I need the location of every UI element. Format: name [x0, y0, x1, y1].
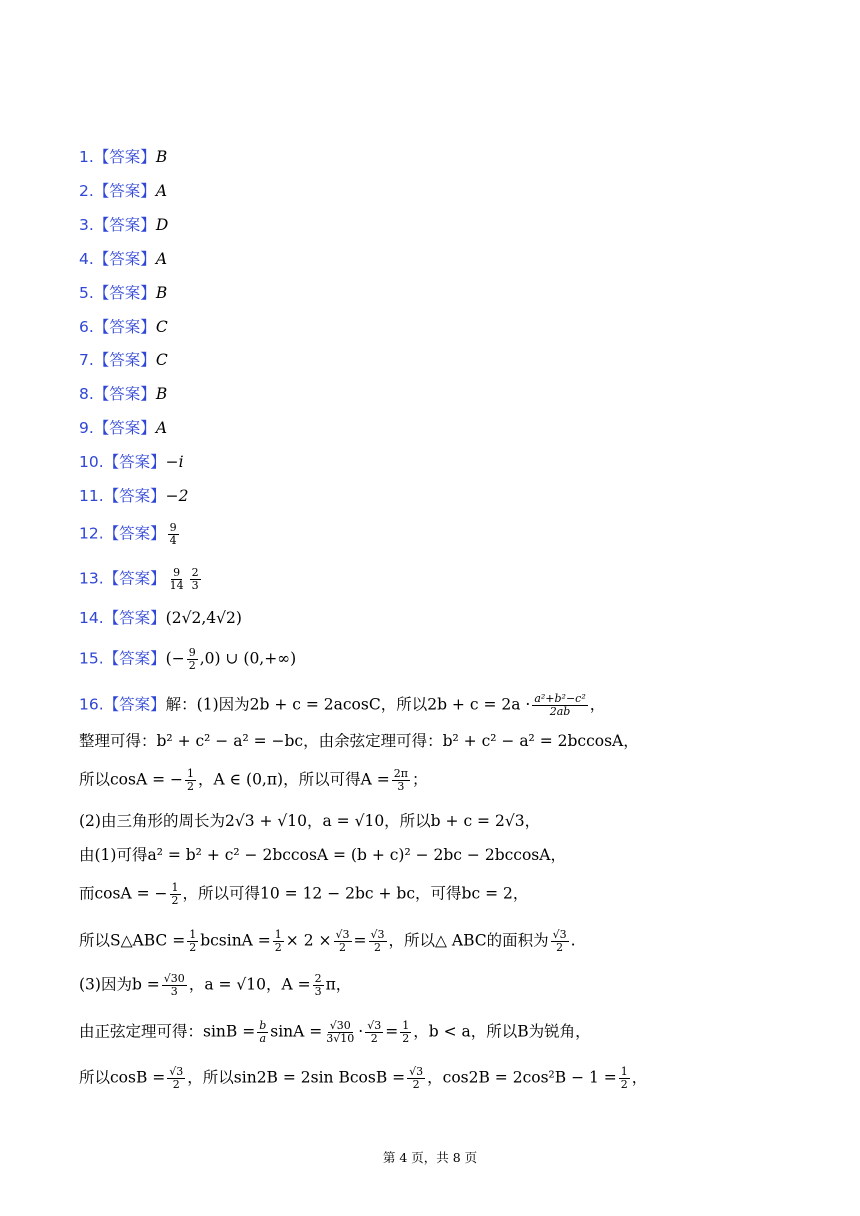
answer-value: −2 — [165, 487, 189, 505]
answer-number: 6. — [79, 318, 94, 336]
solution-16-line-1: 16.【答案】解：(1)因为2b + c = 2acosC，所以2b + c = 2a · $\frac{\text{a²+b²−c²}}{2ab}$ ， — [79, 692, 606, 718]
answer-value: (2√2,4√2) — [165, 609, 242, 627]
answer-value: B — [155, 385, 168, 403]
answer-tag: 【答案】 — [93, 419, 156, 437]
answer-14 — [79, 608, 242, 628]
answer-line — [79, 317, 168, 337]
solution-16-line-5: 由(1)可得a² = b² + c² − 2bccosA = (b + c)² − 2bc − 2bccosA， — [79, 846, 566, 864]
solution-16-line-10: 所以cosB = $\frac{√3}{2}$ ，所以sin2B = 2sin BcosB = $\frac{√3}{2}$ ，cos2B = 2cos²B − 1 = $\frac{1}{2}$ ， — [79, 1065, 648, 1091]
answer-tag: 【答案】 — [93, 385, 156, 403]
fraction: $\frac{9}{4}$ — [169, 521, 177, 547]
fraction: $\frac{\text{a²+b²−c²}}{2ab}$ — [534, 692, 586, 718]
answer-line — [79, 283, 167, 303]
answer-number: 14. — [79, 609, 104, 627]
answer-tag: 【答案】 — [93, 182, 156, 200]
answer-value: A — [155, 182, 168, 200]
solution-16-line-4: (2)由三角形的周长为2√3 + √10，a = √10，所以b + c = 2√3， — [79, 812, 541, 830]
answer-number: 8. — [79, 385, 94, 403]
answer-tag: 【答案】 — [103, 524, 166, 543]
answer-tag: 【答案】 — [103, 695, 166, 714]
answer-number: 2. — [79, 182, 94, 200]
answer-tag: 【答案】 — [93, 318, 156, 336]
solution-16-line-9: 由正弦定理可得：sinB = $\frac{b}{a}$ sinA = $\frac{√30}{3√10}$ · $\frac{√3}{2}$ = $\frac{1}{2}$ ，b < a，所以B为锐角， — [79, 1019, 591, 1045]
answer-value: C — [155, 351, 168, 369]
answer-line — [79, 147, 167, 167]
solution-16-line-3: 所以cosA = − $\frac{1}{2}$ ，A ∈ (0,π)，所以可得A = $\frac{2\pi}{3}$ ； — [79, 767, 428, 793]
answer-line — [79, 486, 189, 506]
answer-tag: 【答案】 — [103, 569, 166, 588]
answer-line — [79, 384, 167, 404]
answer-number: 3. — [79, 216, 94, 234]
solution-16-line-7: 所以S△ABC = $\frac{1}{2}$ bcsinA = $\frac{1}{2}$ × 2 × $\frac{√3}{2}$ = $\frac{√3}{2}$ ，所以△ ABC的面积为 $\frac{√3}{2}$ . — [79, 928, 576, 954]
answer-line — [79, 249, 167, 269]
solution-16-line-6: 而cosA = − $\frac{1}{2}$ ，所以可得10 = 12 − 2bc + bc，可得bc = 2， — [79, 881, 529, 907]
answer-tag: 【答案】 — [93, 216, 156, 234]
answer-line — [79, 418, 167, 438]
answer-value: B — [155, 284, 168, 302]
answer-value: D — [155, 216, 169, 234]
fraction: $\frac{9}{2}$ — [188, 646, 196, 672]
answer-12 — [79, 522, 181, 547]
answer-number: 15. — [79, 649, 104, 668]
answer-tag: 【答案】 — [93, 250, 156, 268]
answer-number: 7. — [79, 351, 94, 369]
page-footer: 第 4 页，共 8 页 — [382, 1150, 478, 1165]
answer-number: 5. — [79, 284, 94, 302]
answer-line — [79, 350, 168, 370]
solution-16-line-8: (3)因为b = $\frac{√30}{3}$ ，a = √10，A = $\frac{2}{3}$ π， — [79, 972, 352, 998]
answer-tag: 【答案】 — [93, 284, 156, 302]
solution-16-line-2: 整理可得：b² + c² − a² = −bc，由余弦定理可得：b² + c² − a² = 2bccosA， — [79, 732, 639, 750]
answer-value: A — [155, 419, 168, 437]
answer-value: A — [155, 250, 168, 268]
answer-number: 10. — [79, 453, 104, 471]
answer-tag: 【答案】 — [103, 453, 166, 471]
answer-tag: 【答案】 — [103, 487, 166, 505]
fraction: $\frac{2}{3}$ — [191, 566, 199, 592]
answer-line — [79, 181, 167, 201]
answer-number: 13. — [79, 569, 104, 588]
answer-value: −i — [165, 453, 184, 471]
answer-number: 4. — [79, 250, 94, 268]
answer-value: C — [155, 318, 168, 336]
answer-tag: 【答案】 — [103, 609, 166, 627]
answer-line — [79, 215, 168, 235]
answer-number: 1. — [79, 148, 94, 166]
answer-tag: 【答案】 — [103, 649, 166, 668]
answer-number: 16. — [79, 695, 104, 714]
fraction: $\frac{9}{14}$ — [169, 566, 184, 592]
answer-number: 11. — [79, 487, 104, 505]
answer-value: B — [155, 148, 168, 166]
answer-13 — [79, 567, 203, 592]
answer-line — [79, 452, 184, 472]
answer-number: 9. — [79, 419, 94, 437]
answer-15: 15.【答案】(− $\frac{9}{2}$ ,0) ∪ (0,+∞) — [79, 646, 297, 672]
answer-tag: 【答案】 — [93, 148, 156, 166]
answer-number: 12. — [79, 524, 104, 543]
answer-tag: 【答案】 — [93, 351, 156, 369]
